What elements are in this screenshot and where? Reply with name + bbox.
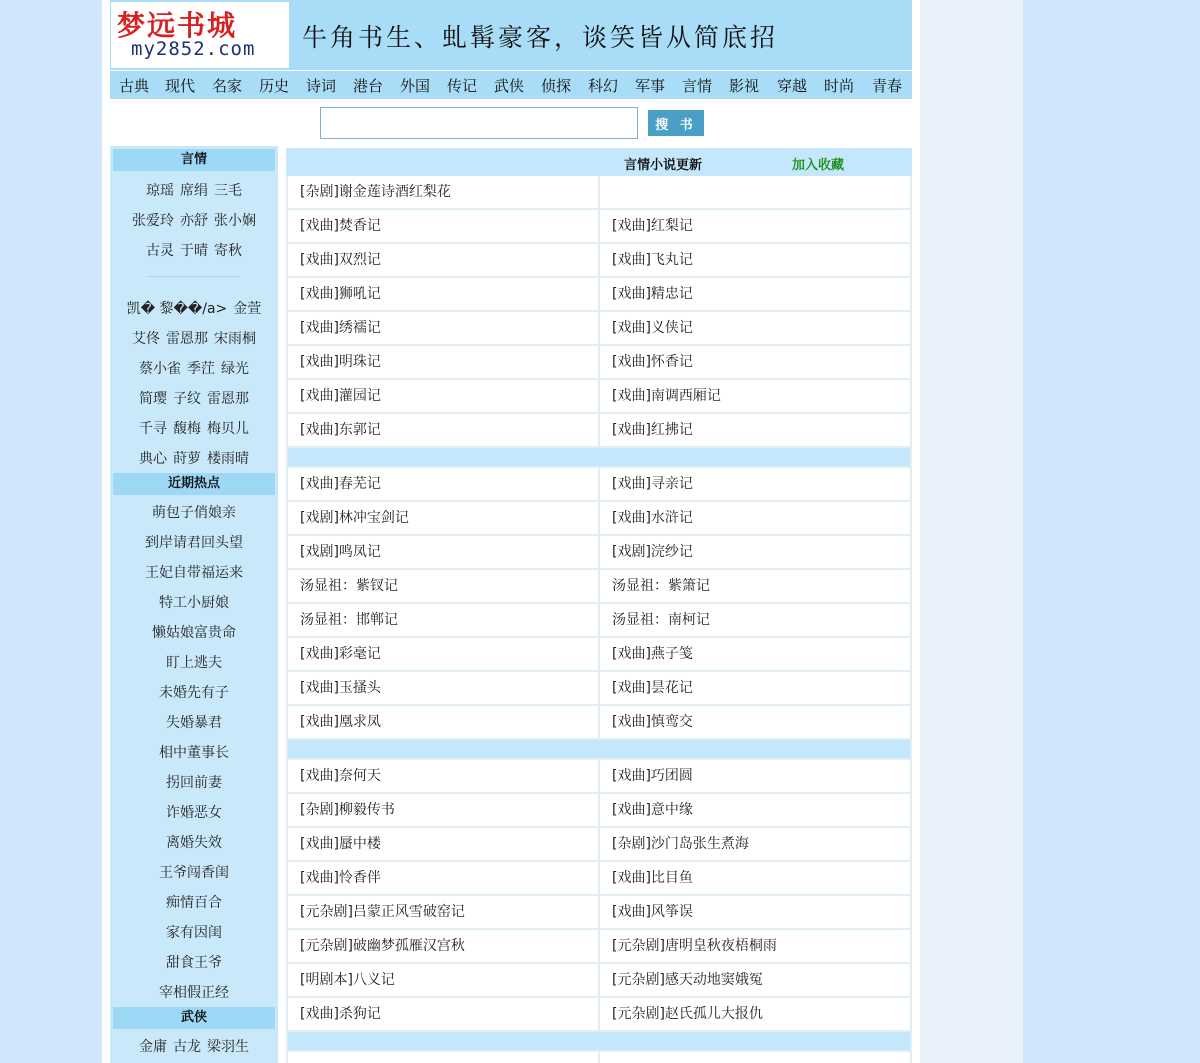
logo-title: 梦远书城 xyxy=(117,9,238,42)
book-link-left[interactable]: [明剧本]八义记 xyxy=(288,964,598,996)
book-link-right[interactable]: [戏曲]慎鸾交 xyxy=(600,706,910,738)
book-link-left[interactable]: [戏曲]奈何天 xyxy=(288,760,598,792)
hot-book-link[interactable] xyxy=(110,922,278,942)
book-link-left[interactable]: [杂剧]谢金莲诗酒红梨花 xyxy=(288,176,598,208)
author-link[interactable]: 馥梅 xyxy=(173,421,201,437)
hot-book-link[interactable] xyxy=(110,652,278,672)
nav-item[interactable]: 穿越 xyxy=(777,77,808,95)
nav-item[interactable]: 历史 xyxy=(259,77,290,95)
author-link[interactable]: 寄秋 xyxy=(214,243,242,259)
hot-book-title: 甜食王爷 xyxy=(166,955,222,971)
book-link-right[interactable]: 汤显祖：南柯记 xyxy=(600,604,910,636)
book-link-left[interactable]: [戏曲]蜃中楼 xyxy=(288,828,598,860)
author-link[interactable]: 季茳 xyxy=(187,361,215,377)
nav-item[interactable]: 影视 xyxy=(729,77,760,95)
sidebar-author-row xyxy=(110,240,278,260)
book-link-left[interactable]: [戏曲]焚香记 xyxy=(288,210,598,242)
hot-book-link[interactable] xyxy=(110,802,278,822)
hot-book-link[interactable] xyxy=(110,772,278,792)
hot-book-title: 特工小厨娘 xyxy=(159,595,229,611)
hot-book-link[interactable] xyxy=(110,862,278,882)
author-link[interactable]: 金萱 xyxy=(233,301,262,317)
sidebar-author-row xyxy=(110,210,278,230)
nav-item[interactable]: 港台 xyxy=(353,77,384,95)
book-link-left xyxy=(288,1052,598,1063)
book-link-left[interactable]: [戏曲]东郭记 xyxy=(288,414,598,446)
nav-item[interactable]: 古典 xyxy=(119,77,150,95)
nav-item[interactable]: 武侠 xyxy=(494,77,525,95)
nav-item[interactable]: 现代 xyxy=(165,77,196,95)
author-link[interactable]: 梅贝儿 xyxy=(207,421,249,437)
book-link-left[interactable]: [戏曲]灌园记 xyxy=(288,380,598,412)
book-link-left[interactable]: [元杂剧]吕蒙正风雪破窑记 xyxy=(288,896,598,928)
sidebar-author-row xyxy=(110,388,278,408)
author-link[interactable]: 古灵 xyxy=(146,243,174,259)
hot-book-link[interactable] xyxy=(110,742,278,762)
nav-item[interactable]: 青春 xyxy=(872,77,903,95)
author-link[interactable]: 亦舒 xyxy=(180,213,208,229)
hot-book-link[interactable] xyxy=(110,622,278,642)
author-link[interactable]: 古龙 xyxy=(173,1039,201,1055)
book-link-right[interactable]: [戏曲]比目鱼 xyxy=(600,862,910,894)
hot-book-title: 家有因闺 xyxy=(166,925,222,941)
hot-book-title: 王爷闯香闺 xyxy=(159,865,229,881)
sidebar-author-row xyxy=(110,298,278,318)
book-link-left[interactable]: [戏剧]鸣凤记 xyxy=(288,536,598,568)
author-link[interactable]: 琼瑶 xyxy=(146,183,174,199)
book-link-left[interactable]: [杂剧]柳毅传书 xyxy=(288,794,598,826)
book-link-left[interactable]: 汤显祖：紫钗记 xyxy=(288,570,598,602)
author-link[interactable]: 席绢 xyxy=(180,183,208,199)
hot-book-link[interactable] xyxy=(110,592,278,612)
hot-book-link[interactable] xyxy=(110,892,278,912)
group-separator xyxy=(288,740,910,758)
list-title: 言情小说更新 xyxy=(624,158,703,173)
book-link-right[interactable]: [戏剧]浣纱记 xyxy=(600,536,910,568)
book-link-right xyxy=(600,176,910,208)
hot-book-title: 相中董事长 xyxy=(159,745,229,761)
hot-book-title: 诈婚恶女 xyxy=(166,805,222,821)
group-separator xyxy=(288,448,910,466)
author-link[interactable]: 三毛 xyxy=(214,183,242,199)
author-link[interactable]: 凯� 黎��/a> xyxy=(126,301,228,317)
nav-item[interactable]: 言情 xyxy=(682,77,713,95)
author-link[interactable]: 楼雨晴 xyxy=(207,451,249,467)
author-link[interactable]: 简璎 xyxy=(139,391,167,407)
book-link-left[interactable]: [戏曲]玉搔头 xyxy=(288,672,598,704)
book-link-right[interactable]: [戏曲]精忠记 xyxy=(600,278,910,310)
hot-book-title: 拐回前妻 xyxy=(166,775,222,791)
book-link-left[interactable]: [元杂剧]破幽梦孤雁汉宫秋 xyxy=(288,930,598,962)
hot-book-title: 离婚失效 xyxy=(166,835,222,851)
author-link[interactable]: 子纹 xyxy=(173,391,201,407)
hot-book-title: 到岸请君回头望 xyxy=(145,535,243,551)
hot-book-title: 宰相假正经 xyxy=(159,985,229,1001)
book-link-right[interactable]: 汤显祖：紫箫记 xyxy=(600,570,910,602)
author-link[interactable]: 金庸 xyxy=(139,1039,167,1055)
book-link-right[interactable]: [戏曲]寻亲记 xyxy=(600,468,910,500)
hot-book-link[interactable] xyxy=(110,952,278,972)
book-link-right[interactable]: [戏曲]意中缘 xyxy=(600,794,910,826)
author-link[interactable]: 宋雨桐 xyxy=(214,331,256,347)
author-link[interactable]: 蔡小雀 xyxy=(139,361,181,377)
sidebar-author-row xyxy=(110,448,278,468)
book-link-right[interactable]: [戏曲]飞丸记 xyxy=(600,244,910,276)
hot-book-title: 懒姑娘富贵命 xyxy=(152,625,236,641)
hot-book-link[interactable] xyxy=(110,712,278,732)
book-link-right[interactable]: [戏曲]巧团圆 xyxy=(600,760,910,792)
book-link-right[interactable]: [戏曲]怀香记 xyxy=(600,346,910,378)
sidebar-author-row xyxy=(110,1036,278,1056)
nav-item[interactable]: 侦探 xyxy=(541,77,572,95)
book-link-right[interactable]: [戏曲]南调西厢记 xyxy=(600,380,910,412)
right-margin xyxy=(920,0,1023,1063)
nav-item[interactable]: 名家 xyxy=(212,77,243,95)
author-link[interactable]: 张爱玲 xyxy=(132,213,174,229)
hot-book-title: 盯上逃夫 xyxy=(166,655,222,671)
sidebar-heading: 武侠 xyxy=(113,1007,275,1029)
hot-book-title: 失婚暴君 xyxy=(166,715,222,731)
hot-book-title: 痴情百合 xyxy=(166,895,222,911)
sidebar-author-row xyxy=(110,328,278,348)
site-slogan: 牛角书生、虬髯豪客，谈笑皆从简底招 xyxy=(302,23,779,52)
hot-book-link[interactable] xyxy=(110,562,278,582)
book-link-right[interactable]: [元杂剧]唐明皇秋夜梧桐雨 xyxy=(600,930,910,962)
author-link[interactable]: 千寻 xyxy=(139,421,167,437)
sidebar-author-row xyxy=(110,358,278,378)
book-link-left[interactable]: [戏曲]春芜记 xyxy=(288,468,598,500)
hot-book-link[interactable] xyxy=(110,682,278,702)
sidebar-author-row xyxy=(110,180,278,200)
sidebar-heading: 近期热点 xyxy=(113,473,275,495)
book-link-right[interactable]: [戏曲]义侠记 xyxy=(600,312,910,344)
search-input[interactable] xyxy=(320,107,638,139)
book-link-right[interactable]: [元杂剧]感天动地窦娥冤 xyxy=(600,964,910,996)
sidebar xyxy=(110,146,278,1063)
book-link-left[interactable]: [戏曲]彩毫记 xyxy=(288,638,598,670)
book-link-right[interactable]: [元杂剧]赵氏孤儿大报仇 xyxy=(600,998,910,1030)
author-link[interactable]: 雷恩那 xyxy=(166,331,208,347)
hot-book-link[interactable] xyxy=(110,532,278,552)
nav-item[interactable]: 时尚 xyxy=(824,77,855,95)
hot-book-link[interactable] xyxy=(110,502,278,522)
author-link[interactable]: 典心 xyxy=(139,451,167,467)
author-link[interactable]: 梁羽生 xyxy=(207,1039,249,1055)
book-link-right[interactable]: [戏曲]燕子笺 xyxy=(600,638,910,670)
hot-book-link[interactable] xyxy=(110,982,278,1002)
book-link-right[interactable]: [戏曲]水浒记 xyxy=(600,502,910,534)
author-link[interactable]: 张小娴 xyxy=(214,213,256,229)
add-favorite-link[interactable]: 加入收藏 xyxy=(792,158,845,173)
update-list xyxy=(286,148,912,1063)
hot-book-link[interactable] xyxy=(110,832,278,852)
author-link[interactable]: 莳萝 xyxy=(173,451,201,467)
sidebar-divider xyxy=(148,276,240,277)
hot-book-title: 萌包子俏娘亲 xyxy=(152,505,236,521)
sidebar-heading: 言情 xyxy=(113,149,275,171)
book-link-left[interactable]: [戏曲]狮吼记 xyxy=(288,278,598,310)
author-link[interactable]: 于晴 xyxy=(180,243,208,259)
sidebar-author-row xyxy=(110,418,278,438)
book-link-left[interactable]: [戏曲]双烈记 xyxy=(288,244,598,276)
nav-item[interactable]: 科幻 xyxy=(588,77,619,95)
hot-book-title: 王妃自带福运来 xyxy=(145,565,243,581)
group-separator xyxy=(288,1032,910,1050)
book-link-right[interactable]: [戏曲]红梨记 xyxy=(600,210,910,242)
book-link-left[interactable]: [戏曲]明珠记 xyxy=(288,346,598,378)
book-link-right[interactable]: [杂剧]沙门岛张生煮海 xyxy=(600,828,910,860)
author-link[interactable]: 雷恩那 xyxy=(207,391,249,407)
hot-book-title: 未婚先有子 xyxy=(159,685,229,701)
nav-item[interactable]: 传记 xyxy=(447,77,478,95)
book-link-right[interactable]: [戏曲]红拂记 xyxy=(600,414,910,446)
category-nav xyxy=(110,71,912,99)
book-link-left[interactable]: [戏剧]林冲宝剑记 xyxy=(288,502,598,534)
nav-item[interactable]: 军事 xyxy=(635,77,666,95)
book-link-left[interactable]: [戏曲]绣襦记 xyxy=(288,312,598,344)
site-logo[interactable] xyxy=(111,2,289,68)
search-button[interactable]: 搜 书 xyxy=(648,110,704,136)
nav-item[interactable]: 诗词 xyxy=(306,77,337,95)
book-link-right[interactable]: [戏曲]昙花记 xyxy=(600,672,910,704)
book-link-left[interactable]: [戏曲]杀狗记 xyxy=(288,998,598,1030)
nav-item[interactable]: 外国 xyxy=(400,77,431,95)
list-header xyxy=(286,148,912,176)
book-link-right[interactable]: [戏曲]风筝误 xyxy=(600,896,910,928)
book-link-left[interactable]: [戏曲]怜香伴 xyxy=(288,862,598,894)
book-link-left[interactable]: 汤显祖：邯郸记 xyxy=(288,604,598,636)
author-link[interactable]: 绿光 xyxy=(221,361,249,377)
book-link-right xyxy=(600,1052,910,1063)
author-link[interactable]: 艾佟 xyxy=(132,331,160,347)
book-link-left[interactable]: [戏曲]凰求凤 xyxy=(288,706,598,738)
logo-domain: my2852.com xyxy=(131,38,256,60)
